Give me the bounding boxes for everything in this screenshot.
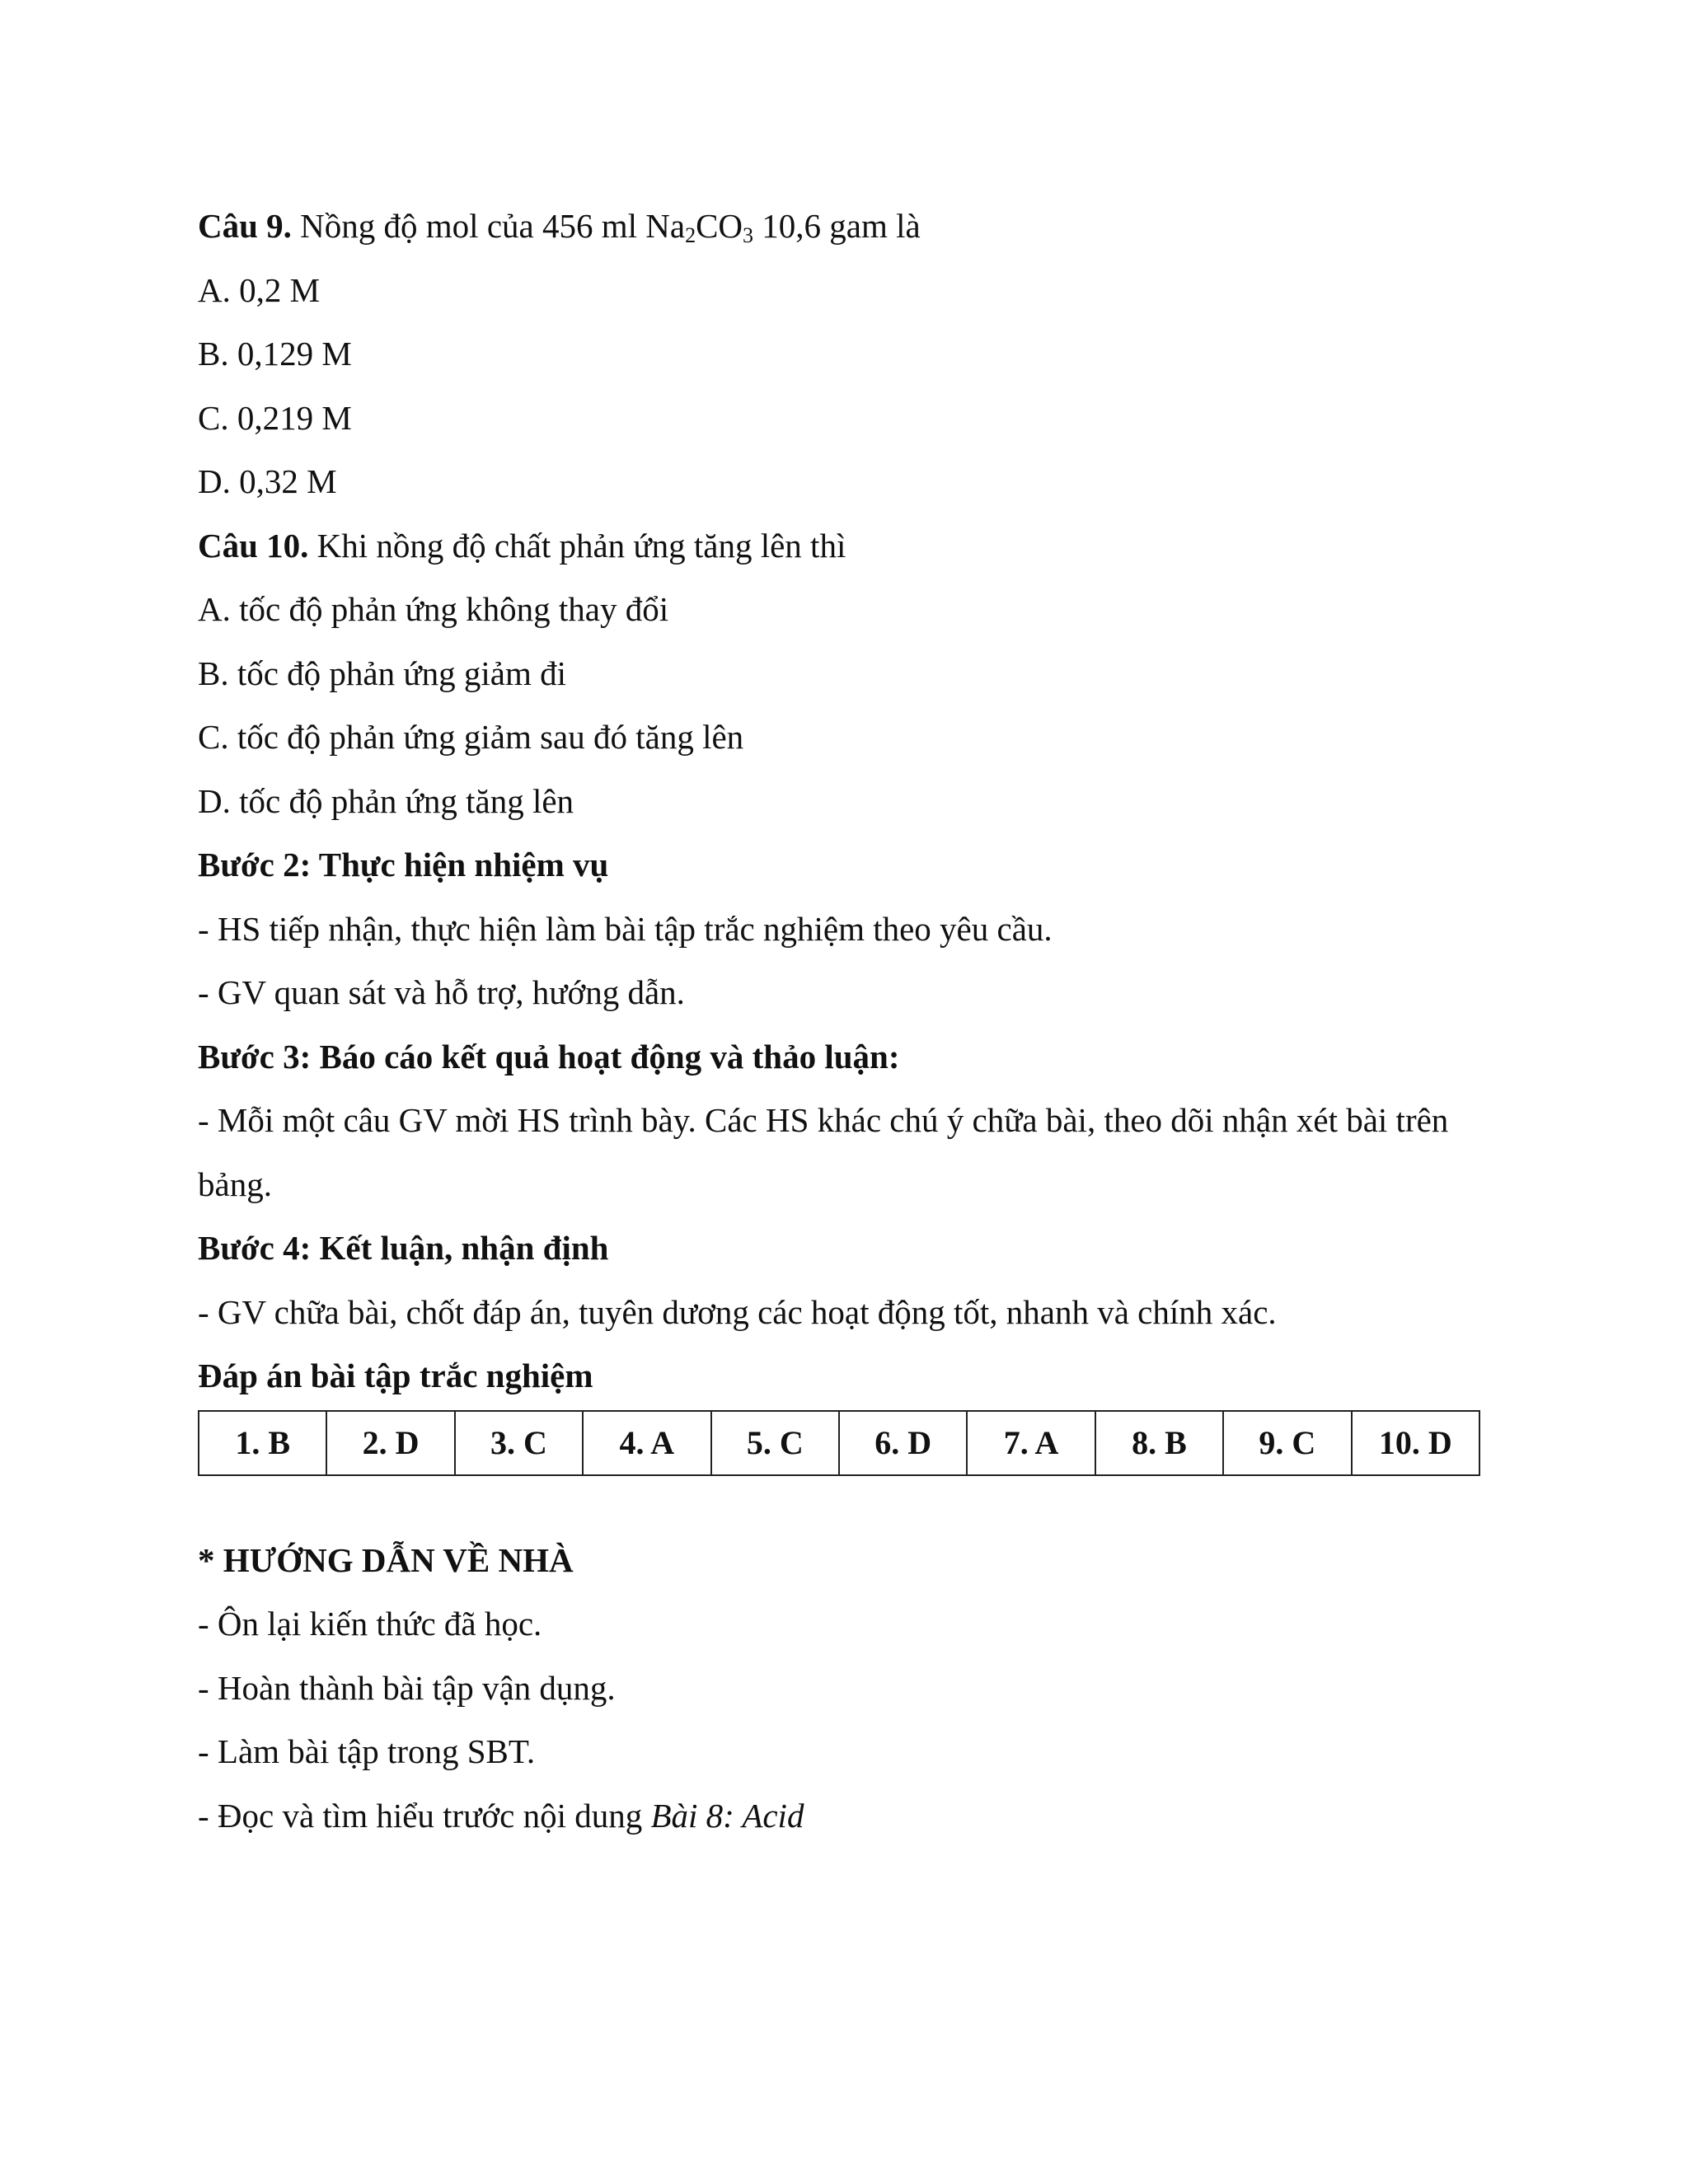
step-4-heading-text: Bước 4: Kết luận, nhận định xyxy=(198,1229,609,1267)
step-4-heading xyxy=(198,1216,1484,1281)
question-10-option-b: B. tốc độ phản ứng giảm đi xyxy=(198,654,566,692)
answer-cell-2: 2. D xyxy=(326,1411,454,1475)
answer-key-row xyxy=(199,1411,1479,1475)
answer-cell-8: 8. B xyxy=(1095,1411,1223,1475)
question-10-option-d: D. tốc độ phản ứng tăng lên xyxy=(198,781,574,820)
question-9-text-post: 10,6 gam là xyxy=(753,207,921,245)
answers-heading-text: Đáp án bài tập trắc nghiệm xyxy=(198,1357,593,1394)
question-9-option-a: A. 0,2 M xyxy=(198,270,321,309)
question-9-sub-2: 3 xyxy=(743,223,754,247)
question-9-option-c: C. 0,219 M xyxy=(198,398,352,437)
homework-heading-text: * HƯỚNG DẪN VỀ NHÀ xyxy=(198,1540,574,1579)
homework-line-4-text: - Đọc và tìm hiểu trước nội dung xyxy=(198,1796,651,1835)
question-10-option-a: A. tốc độ phản ứng không thay đổi xyxy=(198,590,669,628)
homework-line-3: - Làm bài tập trong SBT. xyxy=(198,1732,536,1770)
step-4-line-1: - GV chữa bài, chốt đáp án, tuyên dương các hoạt động tốt, nhanh và chính xác. xyxy=(198,1292,1277,1331)
question-10-text: Khi nồng độ chất phản ứng tăng lên thì xyxy=(308,526,846,565)
section-spacer xyxy=(198,1476,1484,1529)
step-2-line-2: - GV quan sát và hỗ trợ, hướng dẫn. xyxy=(198,973,685,1011)
step-3-line-1: - Mỗi một câu GV mời HS trình bày. Các HS khác chú ý chữa bài, theo dõi nhận xét bài trên bảng. xyxy=(198,1101,1449,1203)
answer-cell-1: 1. B xyxy=(199,1411,326,1475)
question-9-sub-1: 2 xyxy=(685,223,696,247)
homework-line-2: - Hoàn thành bài tập vận dụng. xyxy=(198,1668,616,1707)
question-9-text-pre: Nồng độ mol của 456 ml Na xyxy=(291,207,686,245)
answer-cell-4: 4. A xyxy=(583,1411,710,1475)
question-9-label: Câu 9. xyxy=(198,207,292,245)
answer-cell-9: 9. C xyxy=(1223,1411,1351,1475)
question-9-text-mid: CO xyxy=(696,207,743,245)
step-3-heading-text: Bước 3: Báo cáo kết quả hoạt động và thảo luận: xyxy=(198,1037,900,1076)
step-2-heading xyxy=(198,833,1484,898)
question-10 xyxy=(198,514,1484,579)
document-page xyxy=(198,194,1484,1848)
question-9-option-b: B. 0,129 M xyxy=(198,335,352,373)
answer-cell-3: 3. C xyxy=(455,1411,583,1475)
homework-line-4 xyxy=(198,1784,1484,1849)
answer-cell-5: 5. C xyxy=(711,1411,839,1475)
answer-cell-7: 7. A xyxy=(967,1411,1095,1475)
step-2-heading-text: Bước 2: Thực hiện nhiệm vụ xyxy=(198,846,609,883)
question-9-option-d: D. 0,32 M xyxy=(198,462,337,500)
answer-cell-6: 6. D xyxy=(839,1411,967,1475)
homework-heading xyxy=(198,1529,1484,1593)
question-10-label: Câu 10. xyxy=(198,526,309,565)
homework-lesson-title: Bài 8: Acid xyxy=(650,1796,804,1835)
answer-cell-10: 10. D xyxy=(1352,1411,1479,1475)
question-10-option-c: C. tốc độ phản ứng giảm sau đó tăng lên xyxy=(198,718,744,756)
question-9 xyxy=(198,194,1484,259)
step-3-heading xyxy=(198,1025,1484,1090)
homework-line-1: - Ôn lại kiến thức đã học. xyxy=(198,1605,542,1643)
answers-heading xyxy=(198,1344,1484,1408)
step-2-line-1: - HS tiếp nhận, thực hiện làm bài tập trắc nghiệm theo yêu cầu. xyxy=(198,909,1053,948)
answer-key-table xyxy=(198,1410,1480,1476)
